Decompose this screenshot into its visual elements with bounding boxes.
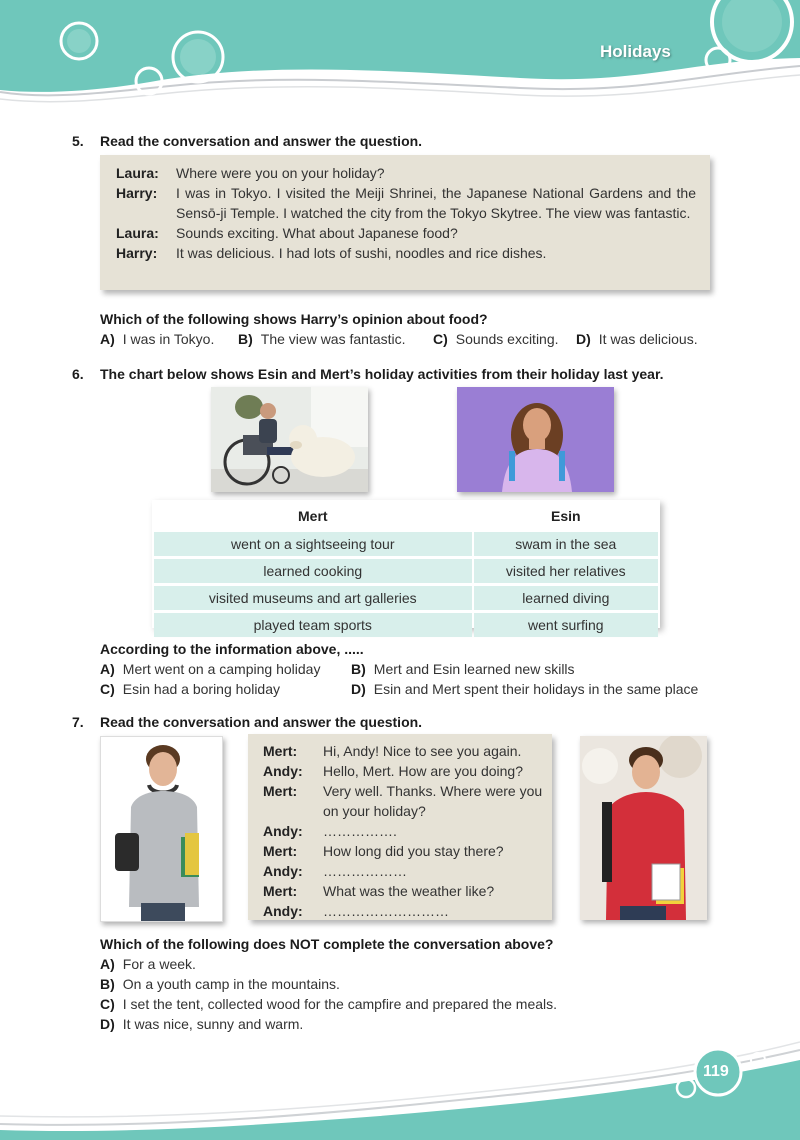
question-instruction: Read the conversation and answer the question. <box>100 714 423 730</box>
utterance: Where were you on your holiday? <box>176 165 385 181</box>
option-letter: A) <box>100 661 115 677</box>
option-text: I was in Tokyo. <box>122 331 215 347</box>
option-letter: A) <box>100 956 115 972</box>
conversation-line <box>116 243 696 263</box>
conversation-box <box>248 734 552 920</box>
speaker-name: Laura: <box>116 225 159 241</box>
utterance: Hi, Andy! Nice to see you again. <box>323 743 522 759</box>
table-cell: learned diving <box>474 586 658 610</box>
option-letter: C) <box>433 331 448 347</box>
question-number: 5. <box>72 133 84 149</box>
speaker-name: Andy: <box>263 823 303 839</box>
option-letter: D) <box>576 331 591 347</box>
header-banner <box>0 0 800 110</box>
question-text: Which of the following does NOT complete the conversation above? <box>100 936 554 952</box>
chapter-title: Holidays <box>600 42 671 61</box>
answer-option-c[interactable] <box>433 331 559 347</box>
option-text: Mert and Esin learned new skills <box>373 661 575 677</box>
table-cell: swam in the sea <box>474 532 658 556</box>
option-letter: C) <box>100 996 115 1012</box>
answer-blank: ……………. <box>323 823 397 839</box>
speaker-name: Laura: <box>116 165 159 181</box>
table-row <box>154 559 658 583</box>
photo-mert <box>580 736 707 920</box>
utterance: I was in Tokyo. I visited the Meiji Shrinei, the Japanese National Gardens and the Sensō-ji Temple. I watched the city from the Tokyo Skytree. The view was fantastic. <box>176 185 696 221</box>
option-text: The view was fantastic. <box>260 331 406 347</box>
speaker-name: Andy: <box>263 903 303 919</box>
speaker-name: Mert: <box>263 743 298 759</box>
table-row <box>154 586 658 610</box>
answer-option-b[interactable] <box>238 331 406 347</box>
utterance: Hello, Mert. How are you doing? <box>323 763 523 779</box>
utterance: What was the weather like? <box>323 883 495 899</box>
photo-mert-with-dog <box>211 387 368 492</box>
option-letter: D) <box>351 681 366 697</box>
conversation-line <box>263 841 548 861</box>
table-header-row <box>154 503 658 529</box>
answer-option-a[interactable] <box>100 956 196 972</box>
speaker-name: Harry: <box>116 185 158 201</box>
option-letter: D) <box>100 1016 115 1032</box>
utterance: Sounds exciting. What about Japanese food? <box>176 225 458 241</box>
table-row <box>154 613 658 637</box>
conversation-line <box>263 821 548 841</box>
question-instruction: Read the conversation and answer the question. <box>100 133 423 149</box>
answer-option-a[interactable] <box>100 331 214 347</box>
conversation-box <box>100 155 710 290</box>
utterance: Very well. Thanks. Where were you on your holiday? <box>323 783 543 819</box>
option-text: Esin had a boring holiday <box>122 681 281 697</box>
conversation-line <box>116 183 696 223</box>
column-header-esin: Esin <box>474 503 658 529</box>
option-text: It was nice, sunny and warm. <box>122 1016 304 1032</box>
option-text: For a week. <box>122 956 196 972</box>
option-letter: B) <box>351 661 366 677</box>
option-text: I set the tent, collected wood for the campfire and prepared the meals. <box>122 996 558 1012</box>
conversation-line <box>116 163 696 183</box>
conversation-line <box>263 901 548 921</box>
conversation-line <box>263 761 548 781</box>
answer-blank: ……………………… <box>323 903 449 919</box>
answer-option-b[interactable] <box>351 661 575 677</box>
answer-option-c[interactable] <box>100 996 557 1012</box>
option-text: Esin and Mert spent their holidays in the same place <box>373 681 699 697</box>
activities-table <box>152 500 660 640</box>
table-cell: learned cooking <box>154 559 472 583</box>
option-text: Sounds exciting. <box>455 331 559 347</box>
conversation-line <box>116 223 696 243</box>
speaker-name: Mert: <box>263 783 298 799</box>
option-letter: A) <box>100 331 115 347</box>
answer-option-d[interactable] <box>351 681 698 697</box>
photo-esin <box>457 387 614 492</box>
question-text: According to the information above, ..... <box>100 641 364 657</box>
table-row <box>154 532 658 556</box>
conversation-line <box>263 861 548 881</box>
answer-option-b[interactable] <box>100 976 340 992</box>
photo-andy <box>100 736 223 922</box>
speaker-name: Andy: <box>263 863 303 879</box>
answer-option-a[interactable] <box>100 661 320 677</box>
table-cell: went on a sightseeing tour <box>154 532 472 556</box>
option-letter: B) <box>100 976 115 992</box>
table-cell: played team sports <box>154 613 472 637</box>
table-cell: visited museums and art galleries <box>154 586 472 610</box>
answer-option-c[interactable] <box>100 681 280 697</box>
table-cell: visited her relatives <box>474 559 658 583</box>
speaker-name: Mert: <box>263 843 298 859</box>
option-letter: B) <box>238 331 253 347</box>
speaker-name: Harry: <box>116 245 158 261</box>
speaker-name: Andy: <box>263 763 303 779</box>
question-number: 7. <box>72 714 84 730</box>
column-header-mert: Mert <box>154 503 472 529</box>
footer-banner <box>0 1030 800 1140</box>
page-number: 119 <box>703 1063 729 1080</box>
question-number: 6. <box>72 366 84 382</box>
option-text: On a youth camp in the mountains. <box>122 976 340 992</box>
option-text: It was delicious. <box>598 331 698 347</box>
question-instruction: The chart below shows Esin and Mert’s holiday activities from their holiday last year. <box>100 366 664 382</box>
question-text: Which of the following shows Harry’s opinion about food? <box>100 311 488 327</box>
speaker-name: Mert: <box>263 883 298 899</box>
conversation-line <box>263 881 548 901</box>
answer-blank: ……………… <box>323 863 407 879</box>
table-cell: went surfing <box>474 613 658 637</box>
answer-option-d[interactable] <box>576 331 698 347</box>
utterance: How long did you stay there? <box>323 843 504 859</box>
utterance: It was delicious. I had lots of sushi, noodles and rice dishes. <box>176 245 547 261</box>
option-letter: C) <box>100 681 115 697</box>
conversation-line <box>263 781 548 821</box>
conversation-line <box>263 741 548 761</box>
option-text: Mert went on a camping holiday <box>122 661 321 677</box>
